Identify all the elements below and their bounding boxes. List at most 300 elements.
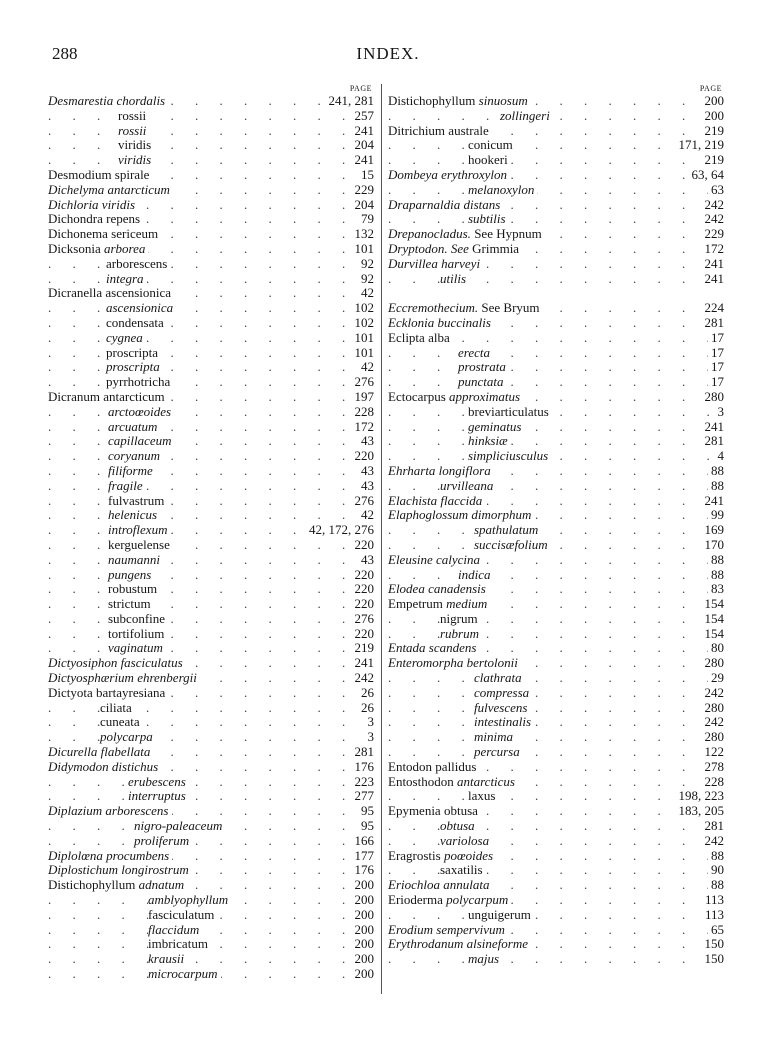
entry-term (388, 316, 494, 331)
term-part: nigrum (440, 610, 478, 626)
entry-term (148, 908, 217, 923)
term-part: Dictyosphærium ehrenbergii (48, 670, 197, 686)
leader-dots (388, 834, 724, 849)
entry-term (458, 346, 493, 361)
term-part: subtilis (468, 211, 506, 227)
entry-term (388, 760, 479, 775)
entry-term (108, 582, 160, 597)
entry-term (108, 449, 163, 464)
index-entry (388, 94, 724, 109)
leader-dots (388, 908, 724, 923)
index-entry (388, 671, 724, 686)
entry-page-ref: 88 (708, 849, 724, 864)
index-entry (48, 242, 374, 257)
index-entry (48, 908, 374, 923)
index-entry (388, 508, 724, 523)
term-part: interruptus (128, 788, 186, 804)
entry-page-ref: 101 (352, 242, 375, 257)
term-part: saxatilis (440, 862, 483, 878)
term-part: Eriochloa annulata (388, 877, 490, 893)
entry-term (474, 701, 530, 716)
term-part: coryanum (108, 448, 160, 464)
term-part: majus (468, 951, 500, 967)
term-part: variolosa (440, 832, 490, 848)
entry-page-ref: 200 (352, 878, 375, 893)
term-part: cuneata (100, 714, 140, 730)
entry-page-ref: 171, 219 (676, 138, 725, 153)
entry-term (388, 937, 531, 952)
term-part: Entosthodon (388, 773, 457, 789)
entry-term (100, 701, 135, 716)
entry-page-ref: 113 (702, 893, 724, 908)
entry-page-ref: 26 (358, 686, 374, 701)
entry-page-ref: 172 (702, 242, 725, 257)
index-entry (48, 760, 374, 775)
entry-term (388, 124, 492, 139)
term-part: conicum (468, 137, 513, 153)
entry-term (474, 686, 532, 701)
entry-term (440, 627, 482, 642)
leader-dots (388, 434, 724, 449)
entry-term (118, 124, 149, 139)
entry-page-ref: 204 (352, 198, 375, 213)
index-entry (388, 908, 724, 923)
term-part: antarcticus (456, 773, 515, 789)
term-part: Diplazium arborescens (48, 803, 169, 819)
term-part: spathulatum (474, 522, 539, 538)
leader-dots (48, 923, 374, 938)
index-entry (48, 494, 374, 509)
index-entry (388, 183, 724, 198)
entry-page-ref: 4 (715, 449, 725, 464)
term-part: Distichophyllum (388, 93, 479, 108)
index-entry (48, 967, 374, 982)
entry-page-ref: 229 (352, 183, 375, 198)
page-title: INDEX. (356, 44, 420, 63)
term-part: fragile (108, 477, 143, 493)
entry-page-ref: 276 (352, 612, 375, 627)
term-part: fulvescens (474, 699, 528, 715)
entry-term (48, 863, 192, 878)
term-part: erecta (458, 344, 490, 360)
index-entry (48, 834, 374, 849)
entry-page-ref: 102 (352, 316, 375, 331)
leader-dots (388, 952, 724, 967)
index-entry (388, 153, 724, 168)
leader-dots (48, 627, 374, 642)
index-entry (48, 198, 374, 213)
entry-page-ref: 242 (352, 671, 375, 686)
entry-page-ref: 99 (708, 508, 724, 523)
index-entry (48, 671, 374, 686)
entry-page-ref: 42 (358, 508, 374, 523)
entry-term (128, 789, 189, 804)
entry-term (468, 405, 552, 420)
entry-page-ref: 3 (365, 730, 375, 745)
leader-dots (388, 745, 724, 760)
index-entry (48, 449, 374, 464)
entry-page-ref: 219 (702, 153, 725, 168)
entry-term (440, 863, 486, 878)
entry-page-ref: 200 (352, 893, 375, 908)
term-part: Ehrharta longiflora (388, 462, 491, 478)
term-part: condensata (106, 314, 164, 330)
entry-page-ref: 154 (702, 627, 725, 642)
entry-page-ref: 281 (702, 819, 725, 834)
term-part: succisæfolium (474, 536, 548, 552)
entry-term (100, 730, 156, 745)
term-part: melanoxylon (468, 181, 535, 197)
entry-term (458, 360, 509, 375)
term-part: Dictyosiphon fasciculatus (48, 655, 183, 671)
index-entry (388, 434, 724, 449)
index-entry (48, 375, 374, 390)
entry-term (108, 494, 167, 509)
entry-term (440, 479, 496, 494)
entry-page-ref: 276 (352, 375, 375, 390)
entry-term (440, 612, 481, 627)
term-part: proliferum (134, 832, 190, 848)
entry-page-ref: 219 (352, 641, 375, 656)
leader-dots (48, 331, 374, 346)
entry-page-ref: 280 (702, 701, 725, 716)
term-part: pyrrhotricha (106, 374, 171, 390)
entry-term (388, 390, 523, 405)
entry-term (388, 331, 453, 346)
page-column-label: PAGE (699, 84, 722, 93)
leader-dots (388, 360, 724, 375)
index-entry (48, 686, 374, 701)
term-part: intestinalis (474, 714, 532, 730)
term-part: breviarticulatus (468, 403, 549, 419)
term-part: Dichonema sericeum (48, 226, 159, 242)
index-entry (48, 286, 374, 301)
term-part: Eragrostis (388, 847, 444, 863)
entry-term (106, 316, 167, 331)
term-part: helenicus (108, 507, 158, 523)
term-part: Elodea canadensis (388, 581, 486, 597)
term-part: capillaceum (108, 433, 172, 449)
entry-term (388, 656, 521, 671)
entry-page-ref: 281 (352, 745, 375, 760)
term-part: utilis (440, 270, 467, 286)
index-entry (388, 360, 724, 375)
entry-page-ref: 80 (708, 641, 724, 656)
term-part: Draparnaldia distans (388, 196, 501, 212)
entry-term (388, 641, 479, 656)
entry-page-ref: 197 (352, 390, 375, 405)
index-entry (388, 819, 724, 834)
entry-page-ref: 183, 205 (676, 804, 725, 819)
entry-term (468, 952, 502, 967)
index-entry (48, 346, 374, 361)
index-entry (388, 612, 724, 627)
term-part: Epymenia obtusa (388, 803, 478, 819)
entry-page-ref: 17 (708, 360, 724, 375)
entry-page-ref: 241 (702, 494, 725, 509)
index-entry (48, 523, 374, 538)
leader-dots (388, 568, 724, 583)
index-entry (48, 331, 374, 346)
leader-dots (48, 568, 374, 583)
leader-dots (48, 346, 374, 361)
index-entry (388, 538, 724, 553)
term-part: erubescens (128, 773, 186, 789)
entry-term (388, 242, 522, 257)
index-entry (388, 479, 724, 494)
entry-term (48, 212, 143, 227)
entry-page-ref: 88 (708, 464, 724, 479)
term-part: minima (474, 729, 513, 745)
index-entry (388, 553, 724, 568)
entry-term (108, 479, 146, 494)
entry-page-ref: 79 (358, 212, 374, 227)
index-entry (388, 656, 724, 671)
entry-term (148, 937, 211, 952)
term-part: See Bryum (478, 300, 540, 316)
entry-term (106, 301, 176, 316)
entry-page-ref: 102 (352, 301, 375, 316)
entry-page-ref: 17 (708, 331, 724, 346)
index-entry (388, 242, 724, 257)
entry-page-ref: 280 (702, 656, 725, 671)
index-entry (48, 553, 374, 568)
term-part: polycarpum (446, 892, 509, 908)
index-entry (388, 849, 724, 864)
leader-dots (388, 863, 724, 878)
term-part: simpliciusculus (468, 448, 549, 464)
entry-page-ref: 198, 223 (676, 789, 725, 804)
leader-dots (48, 730, 374, 745)
term-part: Ectocarpus (388, 388, 450, 404)
index-entry (388, 686, 724, 701)
entry-term (108, 538, 173, 553)
entry-term (474, 538, 551, 553)
entry-term (388, 94, 531, 109)
entry-term (118, 109, 149, 124)
index-entry (48, 893, 374, 908)
index-entry (388, 464, 724, 479)
entry-page-ref: 29 (708, 671, 724, 686)
index-entry (388, 641, 724, 656)
leader-dots (48, 316, 374, 331)
term-part: imbricatum (148, 936, 208, 952)
term-part: prostrata (458, 359, 506, 375)
entry-page-ref: 280 (702, 730, 725, 745)
leader-dots (48, 257, 374, 272)
term-part: Entada scandens (388, 640, 477, 656)
entry-term (468, 789, 498, 804)
entry-page-ref: 169 (702, 523, 725, 538)
term-part: Dichelyma antarcticum (48, 181, 170, 197)
entry-term (388, 582, 489, 597)
term-part: Enteromorpha bertolonii (388, 655, 518, 671)
leader-dots (48, 701, 374, 716)
leader-dots (48, 138, 374, 153)
leader-dots (48, 153, 374, 168)
index-entry (388, 568, 724, 583)
index-entry (48, 508, 374, 523)
term-part: Dicurella flabellata (48, 744, 151, 760)
entry-term (458, 568, 494, 583)
entry-term (48, 745, 153, 760)
entry-page-ref: 242 (702, 834, 725, 849)
term-part: proscripta (106, 359, 160, 375)
entry-page-ref: 281 (702, 434, 725, 449)
entry-term (468, 212, 509, 227)
term-part: Erythrodanum alsineforme (388, 936, 528, 952)
term-part: Distichophyllum (48, 877, 139, 893)
term-part: viridis (118, 152, 152, 168)
index-entry (388, 878, 724, 893)
entry-page-ref: 42 (358, 360, 374, 375)
entry-term (468, 183, 537, 198)
term-part: Desmarestia chordalis (48, 93, 166, 108)
index-entry (388, 730, 724, 745)
entry-page-ref: 63, 64 (689, 168, 725, 183)
index-entry (388, 198, 724, 213)
term-part: fasciculatum (148, 906, 215, 922)
entry-page-ref: 200 (352, 908, 375, 923)
index-entry (388, 745, 724, 760)
entry-term (108, 523, 170, 538)
index-entry (48, 804, 374, 819)
term-part: punctata (458, 374, 504, 390)
leader-dots (48, 597, 374, 612)
index-entry (388, 124, 724, 139)
term-part: approximatus (449, 388, 521, 404)
term-part: Dichondra repens (48, 211, 141, 227)
index-entry (388, 952, 724, 967)
term-part: viridis (118, 137, 152, 153)
entry-term (388, 849, 496, 864)
entry-term (48, 878, 187, 893)
entry-page-ref: 92 (358, 257, 374, 272)
index-entry (388, 701, 724, 716)
term-part: arctoœoides (108, 403, 172, 419)
leader-dots (388, 789, 724, 804)
index-entry (388, 863, 724, 878)
term-part: percursa (474, 744, 520, 760)
term-part: Diplolœna procumbens (48, 847, 170, 863)
index-entry (388, 109, 724, 124)
term-part: Empetrum (388, 596, 447, 612)
index-entry (48, 612, 374, 627)
entry-term (388, 923, 508, 938)
index-entry (48, 538, 374, 553)
term-part: Ditrichium australe (388, 122, 489, 138)
entry-term (474, 523, 541, 538)
entry-page-ref: 88 (708, 553, 724, 568)
entry-page-ref: 43 (358, 479, 374, 494)
entry-term (148, 893, 231, 908)
index-entry (388, 331, 724, 346)
entry-term (474, 730, 516, 745)
index-entry (388, 390, 724, 405)
entry-term (118, 138, 154, 153)
entry-term (134, 819, 225, 834)
entry-term (148, 923, 202, 938)
leader-dots (388, 671, 724, 686)
entry-term (48, 286, 174, 301)
leader-dots (48, 952, 374, 967)
entry-page-ref: 122 (702, 745, 725, 760)
leader-dots (48, 301, 374, 316)
entry-page-ref: 63 (708, 183, 724, 198)
index-entry (48, 819, 374, 834)
term-part: Elachista flaccida (388, 492, 483, 508)
leader-dots (48, 464, 374, 479)
leader-dots (388, 730, 724, 745)
entry-term (48, 686, 168, 701)
entry-page-ref: 277 (352, 789, 375, 804)
term-part: fulvastrum (108, 492, 165, 508)
leader-dots (48, 449, 374, 464)
term-part: microcarpum (148, 966, 218, 982)
index-entry (388, 582, 724, 597)
entry-term (388, 597, 490, 612)
term-part: Dicranum antarcticum (48, 388, 165, 404)
entry-page-ref: 200 (702, 109, 725, 124)
entry-term (468, 153, 511, 168)
index-entry (48, 656, 374, 671)
index-entry (48, 257, 374, 272)
term-part: Dicksonia (48, 240, 104, 256)
term-part: Drepanocladus. (388, 226, 471, 242)
term-part: Eclipta alba (388, 329, 450, 345)
index-entry (388, 923, 724, 938)
leader-dots (388, 538, 724, 553)
index-entry (48, 464, 374, 479)
entry-page-ref: 42 (358, 286, 374, 301)
entry-page-ref: 220 (352, 627, 375, 642)
entry-page-ref: 278 (702, 760, 725, 775)
index-entry (388, 346, 724, 361)
term-part: Eleusine calycina (388, 551, 481, 567)
entry-term (118, 153, 154, 168)
entry-page-ref: 242 (702, 715, 725, 730)
entry-term (388, 508, 534, 523)
entry-term (148, 952, 187, 967)
entry-term (48, 804, 172, 819)
entry-page-ref: 241 (702, 257, 725, 272)
entry-page-ref: 241 (702, 420, 725, 435)
term-part: Dryptodon. (388, 240, 448, 256)
index-entry (48, 168, 374, 183)
entry-page-ref: 257 (352, 109, 375, 124)
term-part: subconfine (108, 610, 166, 626)
index-entry (48, 316, 374, 331)
index-entry (388, 893, 724, 908)
term-part: medium (446, 596, 488, 612)
entry-term (468, 420, 524, 435)
entry-term (388, 494, 485, 509)
entry-term (440, 819, 478, 834)
term-part: rubrum (440, 625, 480, 641)
index-entry (48, 701, 374, 716)
entry-term (106, 375, 173, 390)
leader-dots (388, 449, 724, 464)
term-part: pungens (108, 566, 152, 582)
index-entry (48, 641, 374, 656)
index-entry (48, 124, 374, 139)
leader-dots (48, 508, 374, 523)
entry-page-ref: 241 (702, 272, 725, 287)
entry-term (128, 775, 189, 790)
leader-dots (48, 109, 374, 124)
leader-dots (48, 124, 374, 139)
entry-page-ref: 220 (352, 582, 375, 597)
